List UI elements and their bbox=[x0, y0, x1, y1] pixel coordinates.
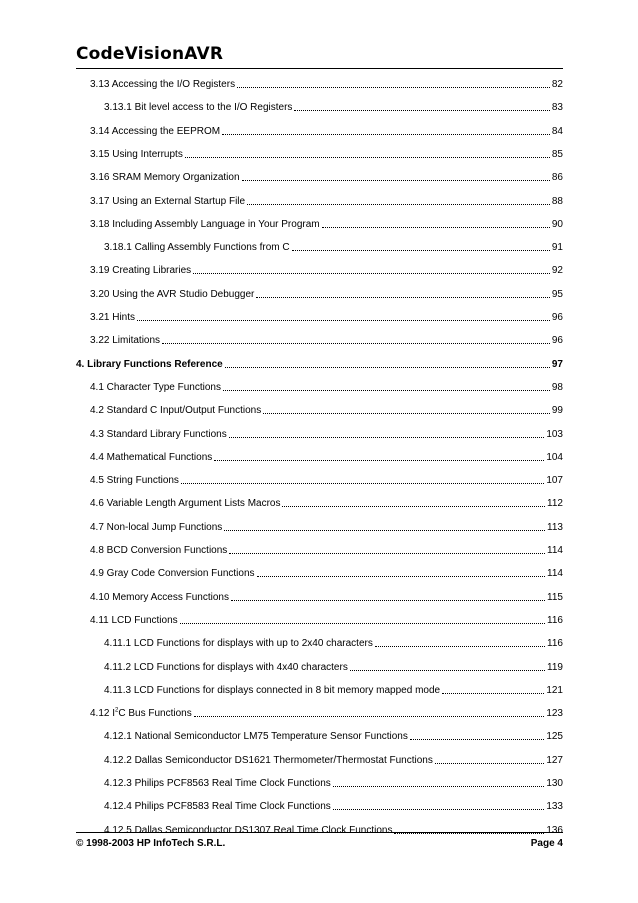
toc-entry-label: 3.13.1 Bit level access to the I/O Registers bbox=[104, 102, 293, 114]
toc-entry-label: 4.11.1 LCD Functions for displays with up to 2x40 characters bbox=[104, 638, 373, 650]
toc-entry-page: 127 bbox=[546, 754, 563, 766]
toc-entry-label: 3.16 SRAM Memory Organization bbox=[90, 172, 240, 184]
toc-dot-leader bbox=[256, 296, 550, 298]
toc-dot-leader bbox=[225, 366, 550, 368]
toc-entry-label: 4.12.1 National Semiconductor LM75 Temperature Sensor Functions bbox=[104, 731, 408, 743]
toc-entry-page: 98 bbox=[551, 381, 563, 393]
toc-entry[interactable] bbox=[90, 146, 563, 160]
toc-dot-leader bbox=[247, 203, 550, 205]
toc-entry-page: 119 bbox=[547, 661, 563, 673]
toc-dot-leader bbox=[222, 133, 550, 135]
toc-dot-leader bbox=[231, 599, 545, 601]
toc-entry-label: 4.5 String Functions bbox=[90, 475, 179, 487]
toc-dot-leader bbox=[410, 738, 544, 740]
toc-entry[interactable] bbox=[90, 169, 563, 183]
toc-entry[interactable] bbox=[90, 123, 563, 137]
toc-dot-leader bbox=[292, 249, 550, 251]
header-title: CodeVisionAVR bbox=[76, 44, 224, 64]
toc-entry-label: 4.9 Gray Code Conversion Functions bbox=[90, 568, 255, 580]
toc-entry-label: 4.6 Variable Length Argument Lists Macros bbox=[90, 498, 281, 510]
toc-entry[interactable] bbox=[104, 752, 563, 766]
toc-dot-leader bbox=[257, 575, 546, 577]
toc-dot-leader bbox=[442, 692, 544, 694]
toc-entry[interactable] bbox=[90, 519, 563, 533]
toc-entry[interactable] bbox=[104, 635, 563, 649]
toc-entry-label: 4.11 LCD Functions bbox=[90, 614, 178, 626]
toc-entry-page: 114 bbox=[547, 545, 563, 556]
toc-entry-label: 4.12.4 Philips PCF8583 Real Time Clock Functions bbox=[104, 801, 331, 813]
toc-entry-page: 130 bbox=[546, 778, 563, 789]
toc-dot-leader bbox=[229, 552, 545, 554]
toc-entry-label: 4.12.3 Philips PCF8563 Real Time Clock Functions bbox=[104, 778, 331, 789]
toc-dot-leader bbox=[333, 785, 545, 787]
toc-entry-page: 123 bbox=[546, 708, 563, 720]
toc-entry[interactable] bbox=[90, 76, 563, 90]
toc-dot-leader bbox=[137, 319, 550, 321]
toc-entry-label: 4.12 $I^2C$ Bus Functions bbox=[90, 707, 192, 720]
toc-entry[interactable] bbox=[104, 659, 563, 673]
toc-entry[interactable] bbox=[90, 612, 563, 626]
toc-entry-page: 85 bbox=[551, 148, 563, 160]
toc-entry-page: 97 bbox=[551, 358, 563, 370]
toc-entry-label: 4.2 Standard C Input/Output Functions bbox=[90, 405, 262, 417]
footer-page-number: Page 4 bbox=[530, 838, 563, 849]
toc-dot-leader bbox=[193, 272, 550, 274]
toc-entry[interactable] bbox=[90, 705, 563, 719]
toc-entry-label: 3.20 Using the AVR Studio Debugger bbox=[90, 288, 255, 300]
toc-entry-page: 96 bbox=[551, 312, 563, 323]
toc-entry[interactable] bbox=[90, 193, 563, 207]
toc-dot-leader bbox=[322, 226, 550, 228]
toc-dot-leader bbox=[181, 482, 544, 484]
toc-dot-leader bbox=[237, 86, 550, 88]
toc-entry-page: 84 bbox=[551, 125, 563, 137]
toc-entry-page: 107 bbox=[546, 475, 563, 487]
toc-entry[interactable] bbox=[90, 216, 563, 230]
toc-entry-label: 3.13 Accessing the I/O Registers bbox=[90, 79, 236, 90]
toc-dot-leader bbox=[214, 459, 544, 461]
toc-entry-page: 83 bbox=[551, 102, 563, 114]
toc-entry-label: 4.12.5 Dallas Semiconductor DS1307 Real Time Clock Functions bbox=[104, 824, 393, 836]
toc-dot-leader bbox=[194, 715, 545, 717]
toc-entry-page: 103 bbox=[546, 428, 563, 440]
toc-entry-label: 3.18.1 Calling Assembly Functions from C bbox=[104, 242, 290, 254]
toc-dot-leader bbox=[350, 669, 545, 671]
toc-entry-page: 136 bbox=[546, 824, 563, 836]
toc-entry[interactable] bbox=[90, 262, 563, 276]
footer-divider bbox=[76, 832, 563, 833]
toc-entry-page: 133 bbox=[546, 801, 563, 813]
toc-entry-label: 4.8 BCD Conversion Functions bbox=[90, 545, 228, 556]
toc-entry-page: 95 bbox=[551, 288, 563, 300]
toc-entry-page: 121 bbox=[546, 684, 563, 696]
toc-entry-page: 115 bbox=[547, 591, 563, 603]
toc-entry-label: 4.11.2 LCD Functions for displays with 4x40 characters bbox=[104, 661, 348, 673]
toc-dot-leader bbox=[180, 622, 545, 624]
toc-dot-leader bbox=[229, 436, 545, 438]
toc-entry-page: 91 bbox=[551, 242, 563, 254]
toc-dot-leader bbox=[162, 342, 550, 344]
toc-dot-leader bbox=[242, 179, 550, 181]
toc-entry-page: 116 bbox=[547, 638, 563, 650]
toc-entry-page: 88 bbox=[551, 195, 563, 207]
toc-dot-leader bbox=[263, 412, 550, 414]
toc-entry-page: 99 bbox=[551, 405, 563, 417]
toc-entry[interactable] bbox=[90, 589, 563, 603]
toc-entry[interactable] bbox=[90, 286, 563, 300]
toc-dot-leader bbox=[185, 156, 550, 158]
toc-dot-leader bbox=[435, 762, 544, 764]
toc-dot-leader bbox=[223, 389, 550, 391]
toc-entry-page: 125 bbox=[546, 731, 563, 743]
toc-entry[interactable] bbox=[90, 379, 563, 393]
header-divider bbox=[76, 68, 563, 69]
toc-entry-label: 3.19 Creating Libraries bbox=[90, 265, 192, 277]
toc-dot-leader bbox=[224, 529, 545, 531]
toc-entry-label: 3.18 Including Assembly Language in Your Program bbox=[90, 218, 320, 230]
toc-entry-page: 112 bbox=[547, 498, 563, 510]
toc-entry-page: 82 bbox=[551, 79, 563, 90]
toc-entry[interactable] bbox=[90, 402, 563, 416]
toc-entry[interactable] bbox=[104, 682, 563, 696]
toc-entry[interactable] bbox=[90, 449, 563, 463]
toc-entry-label: 3.21 Hints bbox=[90, 312, 136, 323]
toc-entry[interactable] bbox=[90, 309, 563, 323]
toc-entry[interactable] bbox=[90, 495, 563, 509]
toc-entry[interactable] bbox=[104, 239, 563, 253]
toc-entry[interactable] bbox=[104, 728, 563, 742]
toc-entry-page: 113 bbox=[547, 521, 563, 533]
toc-entry[interactable] bbox=[90, 426, 563, 440]
toc-entry[interactable] bbox=[90, 565, 563, 579]
toc-dot-leader bbox=[294, 109, 549, 111]
toc-entry[interactable] bbox=[90, 472, 563, 486]
toc-entry[interactable] bbox=[104, 775, 563, 789]
toc-entry[interactable] bbox=[104, 798, 563, 812]
toc-entry-label: 4.7 Non-local Jump Functions bbox=[90, 521, 223, 533]
toc-entry-page: 86 bbox=[551, 172, 563, 184]
toc-entry-label: 4.4 Mathematical Functions bbox=[90, 451, 213, 463]
toc-dot-leader bbox=[375, 645, 545, 647]
toc-dot-leader bbox=[333, 808, 545, 810]
toc-entry-label: 3.22 Limitations bbox=[90, 335, 161, 347]
toc-entry[interactable] bbox=[104, 99, 563, 113]
toc-entry-label: 4. Library Functions Reference bbox=[76, 358, 223, 370]
toc-entry-page: 90 bbox=[551, 218, 563, 230]
toc-dot-leader bbox=[282, 505, 545, 507]
toc-entry[interactable] bbox=[76, 356, 563, 370]
footer-copyright: © 1998-2003 HP InfoTech S.R.L. bbox=[76, 838, 226, 849]
toc-entry-label: 3.14 Accessing the EEPROM bbox=[90, 125, 221, 137]
toc-entry[interactable] bbox=[90, 332, 563, 346]
toc-entry-label: 4.1 Character Type Functions bbox=[90, 381, 221, 393]
toc-entry-page: 104 bbox=[546, 451, 563, 463]
toc-entry-label: 4.11.3 LCD Functions for displays connected in 8 bit memory mapped mode bbox=[104, 684, 441, 696]
toc-entry-page: 92 bbox=[551, 265, 563, 277]
toc-entry-page: 116 bbox=[547, 614, 563, 626]
toc-entry[interactable] bbox=[90, 542, 563, 556]
toc-entry-label: 3.15 Using Interrupts bbox=[90, 148, 183, 160]
toc-entry-page: 96 bbox=[551, 335, 563, 347]
toc-entry-label: 4.12.2 Dallas Semiconductor DS1621 Thermometer/Thermostat Functions bbox=[104, 754, 433, 766]
toc-entry-page: 114 bbox=[547, 568, 563, 580]
toc-entry-label: 4.10 Memory Access Functions bbox=[90, 591, 229, 603]
toc-entry-label: 4.3 Standard Library Functions bbox=[90, 428, 227, 440]
toc-entry[interactable] bbox=[104, 822, 563, 836]
toc-entry-label: 3.17 Using an External Startup File bbox=[90, 195, 246, 207]
